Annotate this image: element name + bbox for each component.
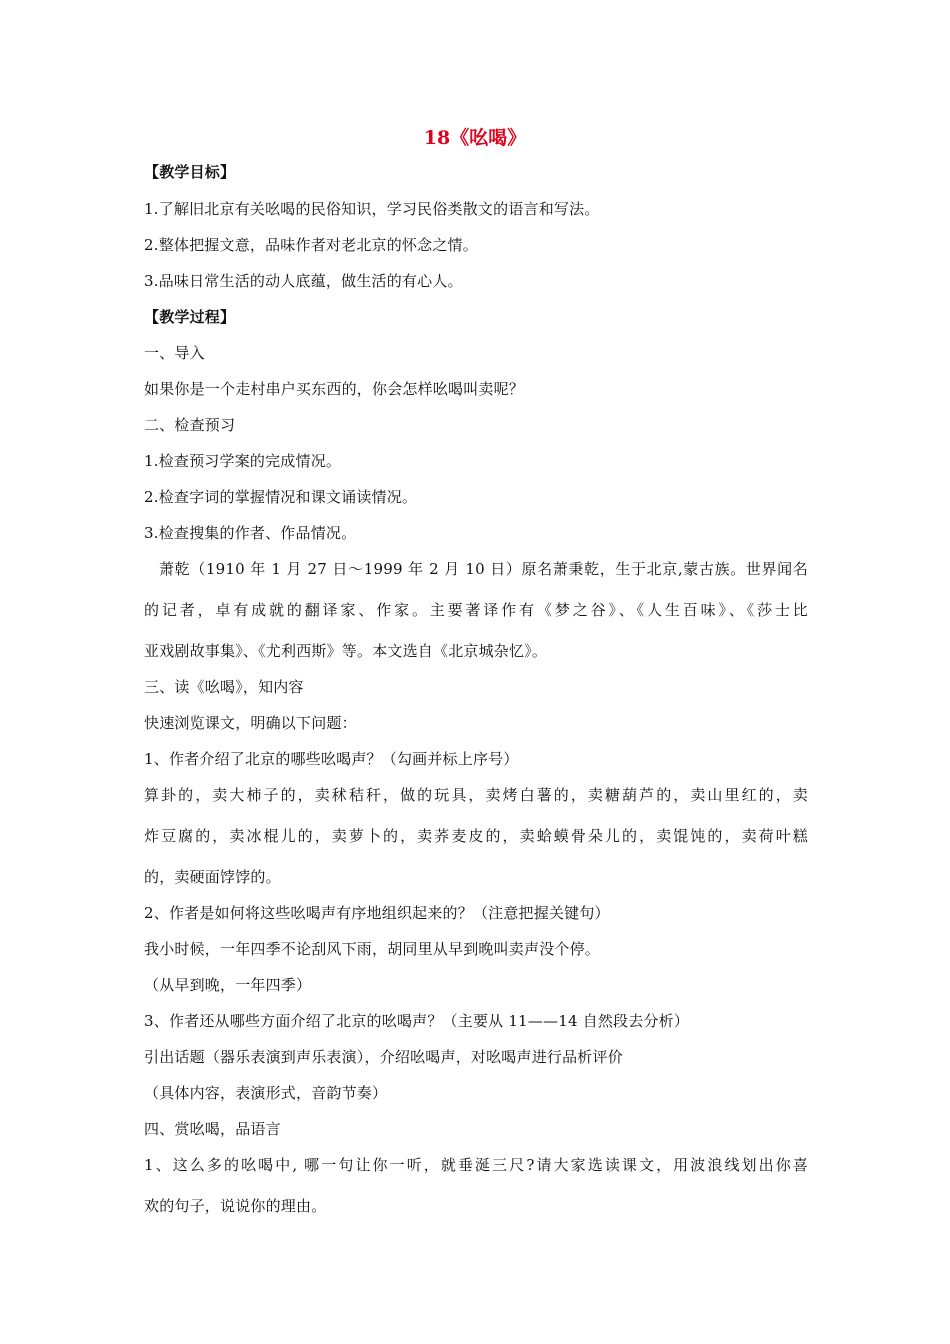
answer-line: 引出话题（器乐表演到声乐表演），介绍吆喝声，对吆喝声进行品析评价 [144,1048,623,1066]
question-line: 1、这么多的吆喝中, 哪一句让你一听，就垂涎三尺?请大家选读课文，用波浪线划出你喜 [144,1156,808,1174]
step-heading-appreciate: 四、赏吆喝，品语言 [144,1120,281,1138]
paragraph-line: 快速浏览课文，明确以下问题： [144,714,357,732]
paragraph-line: 如果你是一个走村串户买东西的，你会怎样吆喝叫卖呢？ [144,380,525,398]
question-line: 欢的句子，说说你的理由。 [144,1197,327,1215]
question-line: 1、作者介绍了北京的哪些吆喝声？（勾画并标上序号） [144,750,519,768]
question-line: 3、作者还从哪些方面介绍了北京的吆喝声？（主要从 11——14 自然段去分析） [144,1012,690,1030]
goal-item-3: 3.品味日常生活的动人底蕴，做生活的有心人。 [144,272,463,290]
question-line: 2、作者是如何将这些吆喝声有序地组织起来的？（注意把握关键句） [144,904,610,922]
answer-line: 我小时候，一年四季不论刮风下雨，胡同里从早到晚叫卖声没个停。 [144,940,601,958]
lesson-title: 18《吆喝》 [423,127,527,149]
goal-item-2: 2.整体把握文意，品味作者对老北京的怀念之情。 [144,236,478,254]
step-heading-read: 三、读《吆喝》，知内容 [144,678,304,696]
answer-line: 的，卖硬面饽饽的。 [144,868,281,886]
paragraph-line: 3.检查搜集的作者、作品情况。 [144,524,357,542]
author-bio-line: 萧乾（1910 年 1 月 27 日～1999 年 2 月 10 日）原名萧秉乾，生于北京,蒙古族。世界闻名 [159,560,808,578]
step-heading-introduction: 一、导入 [144,344,205,362]
author-bio-line: 的记者，卓有成就的翻译家、作家。主要著译作有《梦之谷》、《人生百味》、《莎士比 [144,601,808,619]
step-heading-preview-check: 二、检查预习 [144,416,236,434]
goal-item-1: 1.了解旧北京有关吆喝的民俗知识，学习民俗类散文的语言和写法。 [144,200,600,218]
section-heading-teaching-goals: 【教学目标】 [144,163,236,181]
answer-line: 炸豆腐的，卖冰棍儿的，卖萝卜的，卖荞麦皮的，卖蛤蟆骨朵儿的，卖馄饨的，卖荷叶糕 [144,827,808,845]
answer-line: 算卦的，卖大柿子的，卖秫秸秆，做的玩具，卖烤白薯的，卖糖葫芦的，卖山里红的，卖 [144,786,808,804]
paragraph-line: 1.检查预习学案的完成情况。 [144,452,342,470]
answer-line: （具体内容，表演形式，音韵节奏） [144,1084,388,1102]
paragraph-line: 2.检查字词的掌握情况和课文诵读情况。 [144,488,418,506]
answer-line: （从早到晚，一年四季） [144,976,312,994]
section-heading-teaching-process: 【教学过程】 [144,308,236,326]
author-bio-line: 亚戏剧故事集》、《尤利西斯》等。本文选自《北京城杂忆》。 [144,642,548,660]
